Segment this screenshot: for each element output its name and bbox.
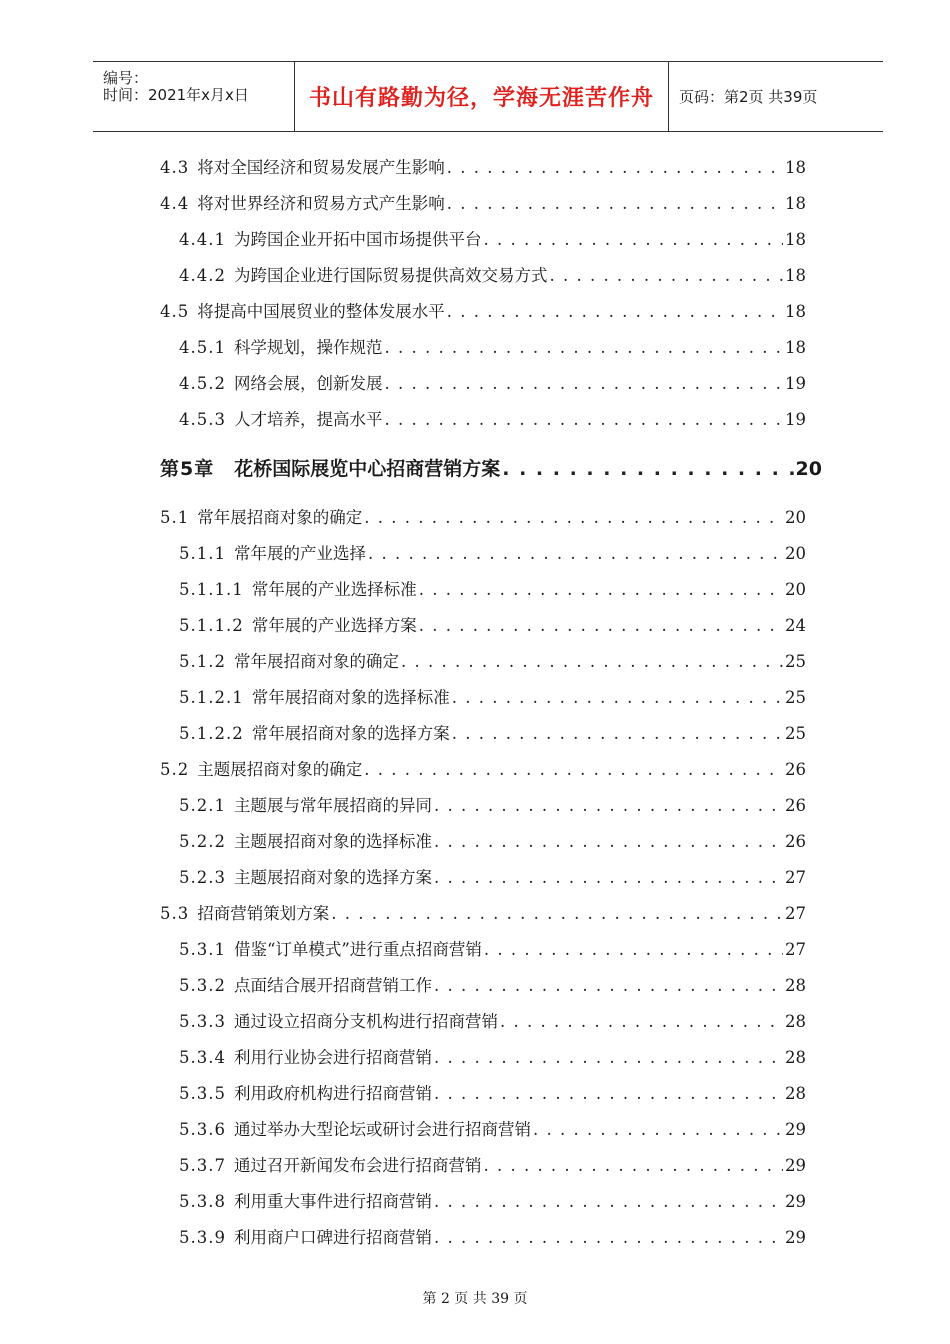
toc-entry[interactable] [179, 1008, 806, 1032]
toc-entry-title: 通过设立招商分支机构进行招商营销 [233, 1012, 498, 1031]
toc-entry-title: 借鉴“订单模式”进行重点招商营销 [233, 940, 482, 959]
toc-entry[interactable] [179, 262, 806, 286]
toc-entry-title: 利用行业协会进行招商营销 [233, 1048, 432, 1067]
toc-entry-page: 29 [785, 1120, 806, 1139]
toc-dot-leader [533, 1120, 783, 1139]
toc-entry-page: 27 [785, 904, 806, 923]
toc-entry-title: 常年展的产业选择方案 [251, 616, 417, 635]
toc-dot-leader [500, 1012, 783, 1031]
toc-entry-title: 为跨国企业开拓中国市场提供平台 [233, 230, 482, 249]
toc-entry-number: 4.4.2 [179, 266, 226, 285]
toc-entry-title: 常年展招商对象的确定 [197, 508, 363, 527]
toc-chapter-page: 20 [795, 458, 822, 480]
toc-entry-title: 利用重大事件进行招商营销 [233, 1192, 432, 1211]
toc-dot-leader [419, 580, 783, 599]
toc-entry[interactable] [179, 370, 806, 394]
toc-entry-number: 4.3 [160, 158, 190, 177]
toc-entry[interactable] [179, 1224, 806, 1248]
toc-entry-title: 将对全国经济和贸易发展产生影响 [197, 158, 445, 177]
toc-entry-title: 招商营销策划方案 [197, 904, 330, 923]
toc-entry-title: 科学规划，操作规范 [233, 338, 383, 357]
toc-entry-number: 5.2.1 [179, 796, 226, 815]
toc-dot-leader [484, 940, 783, 959]
toc-entry-number: 5.1.2 [179, 652, 226, 671]
toc-entry[interactable] [179, 576, 806, 600]
toc-entry-number: 5.3.1 [179, 940, 226, 959]
toc-entry-title: 利用商户口碑进行招商营销 [233, 1228, 432, 1247]
toc-dot-leader [452, 724, 783, 743]
toc-entry[interactable] [179, 1188, 806, 1212]
toc-entry-title: 常年展招商对象的确定 [233, 652, 399, 671]
toc-entry-page: 18 [785, 266, 806, 285]
header-page-info: 页码：第2页 共39页 [679, 88, 818, 106]
header-motto: 书山有路勤为径，学海无涯苦作舟 [308, 86, 654, 111]
toc-entry[interactable] [160, 190, 806, 214]
toc-dot-leader [401, 652, 783, 671]
toc-dot-leader [502, 458, 793, 480]
toc-entry-number: 5.3.6 [179, 1120, 226, 1139]
toc-entry-number: 5.1 [160, 508, 190, 527]
toc-entry-number: 5.3.2 [179, 976, 226, 995]
header-meta-cell [93, 62, 295, 131]
toc-entry-page: 25 [785, 688, 806, 707]
toc-entry-title: 主题展与常年展招商的异同 [233, 796, 432, 815]
toc-dot-leader [384, 374, 783, 393]
toc-entry-number: 4.5.1 [179, 338, 226, 357]
toc-entry[interactable] [179, 540, 806, 564]
header-page-cell [669, 62, 883, 131]
toc-entry[interactable] [179, 334, 806, 358]
toc-entry-page: 29 [785, 1228, 806, 1247]
toc-entry-number: 5.3.5 [179, 1084, 226, 1103]
toc-entry[interactable] [179, 792, 806, 816]
toc-entry-title: 常年展招商对象的选择标准 [251, 688, 450, 707]
toc-entry-number: 5.3.7 [179, 1156, 226, 1175]
toc-entry-title: 为跨国企业进行国际贸易提供高效交易方式 [233, 266, 548, 285]
toc-entry-page: 27 [785, 868, 806, 887]
toc-dot-leader [384, 410, 783, 429]
toc-entry[interactable] [179, 864, 806, 888]
toc-chapter-number: 第5章 [160, 458, 215, 480]
toc-dot-leader [364, 760, 783, 779]
toc-entry-title: 通过召开新闻发布会进行招商营销 [233, 1156, 482, 1175]
toc-dot-leader [419, 616, 783, 635]
page-footer: 第 2 页 共 39 页 [422, 1291, 528, 1307]
toc-entry-page: 20 [785, 544, 806, 563]
toc-entry[interactable] [160, 504, 806, 528]
toc-entry-page: 19 [785, 410, 806, 429]
toc-entry[interactable] [179, 612, 806, 636]
toc-dot-leader [549, 266, 783, 285]
toc-entry-title: 将对世界经济和贸易方式产生影响 [197, 194, 445, 213]
toc-dot-leader [434, 1084, 783, 1103]
toc-entry-number: 5.1.1.2 [179, 616, 244, 635]
toc-entry[interactable] [179, 1080, 806, 1104]
toc-dot-leader [434, 796, 783, 815]
page-header [93, 61, 883, 132]
toc-entry[interactable] [179, 972, 806, 996]
toc-entry[interactable] [179, 1044, 806, 1068]
toc-entry-page: 24 [785, 616, 806, 635]
toc-dot-leader [368, 544, 783, 563]
toc-entry-page: 29 [785, 1156, 806, 1175]
toc-entry-number: 4.4 [160, 194, 190, 213]
toc-entry[interactable] [179, 936, 806, 960]
toc-entry-page: 25 [785, 724, 806, 743]
toc-entry-page: 20 [785, 508, 806, 527]
toc-entry-title: 利用政府机构进行招商营销 [233, 1084, 432, 1103]
toc-entry-page: 25 [785, 652, 806, 671]
toc-entry-title: 主题展招商对象的选择方案 [233, 868, 432, 887]
toc-entry-page: 19 [785, 374, 806, 393]
toc-entry[interactable] [179, 226, 806, 250]
toc-entry-title: 常年展的产业选择标准 [251, 580, 417, 599]
toc-entry-title: 点面结合展开招商营销工作 [233, 976, 432, 995]
header-motto-cell [295, 62, 669, 131]
toc-entry[interactable] [160, 298, 806, 322]
toc-entry[interactable] [179, 720, 806, 744]
toc-entry-number: 4.4.1 [179, 230, 226, 249]
toc-chapter-title: 花桥国际展览中心招商营销方案 [234, 458, 501, 480]
toc-entry-page: 18 [785, 338, 806, 357]
toc-dot-leader [447, 302, 783, 321]
toc-entry-page: 18 [785, 230, 806, 249]
toc-entry-number: 5.1.1.1 [179, 580, 244, 599]
toc-entry-title: 人才培养，提高水平 [233, 410, 383, 429]
toc-entry-number: 4.5.3 [179, 410, 226, 429]
toc-entry-page: 28 [785, 1084, 806, 1103]
toc-entry-number: 5.3 [160, 904, 190, 923]
toc-entry-page: 28 [785, 976, 806, 995]
toc-dot-leader [331, 904, 783, 923]
document-time-label: 时间：2021年x月x日 [103, 86, 249, 104]
toc-dot-leader [364, 508, 783, 527]
toc-entry-number: 4.5 [160, 302, 190, 321]
toc-entry-page: 28 [785, 1048, 806, 1067]
toc-entry-page: 18 [785, 158, 806, 177]
toc-entry-page: 27 [785, 940, 806, 959]
toc-entry-page: 26 [785, 832, 806, 851]
toc-dot-leader [434, 868, 783, 887]
toc-dot-leader [483, 230, 783, 249]
toc-entry-page: 28 [785, 1012, 806, 1031]
toc-entry-number: 5.1.1 [179, 544, 226, 563]
toc-entry-page: 29 [785, 1192, 806, 1211]
toc-entry-number: 5.3.9 [179, 1228, 226, 1247]
toc-entry-title: 常年展的产业选择 [233, 544, 366, 563]
toc-chapter-entry[interactable] [160, 454, 822, 482]
toc-entry-number: 4.5.2 [179, 374, 226, 393]
toc-entry[interactable] [179, 828, 806, 852]
toc-entry[interactable] [160, 756, 806, 780]
document-number-label: 编号： [103, 69, 149, 87]
toc-entry-number: 5.2.3 [179, 868, 226, 887]
toc-entry-page: 18 [785, 194, 806, 213]
toc-dot-leader [434, 832, 783, 851]
toc-entry-page: 20 [785, 580, 806, 599]
toc-dot-leader [452, 688, 783, 707]
toc-entry-title: 将提高中国展贸业的整体发展水平 [197, 302, 445, 321]
toc-dot-leader [483, 1156, 783, 1175]
toc-entry-title: 主题展招商对象的确定 [197, 760, 363, 779]
toc-dot-leader [434, 1192, 783, 1211]
toc-entry[interactable] [179, 406, 806, 430]
toc-entry-page: 26 [785, 760, 806, 779]
toc-dot-leader [447, 158, 783, 177]
toc-entry-number: 5.3.4 [179, 1048, 226, 1067]
toc-entry-title: 通过举办大型论坛或研讨会进行招商营销 [233, 1120, 531, 1139]
toc-entry[interactable] [160, 900, 806, 924]
toc-dot-leader [434, 1228, 783, 1247]
toc-entry[interactable] [179, 1116, 806, 1140]
toc-entry-number: 5.3.8 [179, 1192, 226, 1211]
toc-dot-leader [434, 1048, 783, 1067]
toc-dot-leader [447, 194, 783, 213]
toc-entry[interactable] [179, 1152, 806, 1176]
toc-entry-number: 5.1.2.1 [179, 688, 244, 707]
toc-entry-number: 5.3.3 [179, 1012, 226, 1031]
toc-dot-leader [384, 338, 783, 357]
toc-dot-leader [434, 976, 783, 995]
toc-entry-page: 18 [785, 302, 806, 321]
toc-entry-title: 网络会展，创新发展 [233, 374, 383, 393]
toc-entry-number: 5.2 [160, 760, 190, 779]
toc-entry-title: 主题展招商对象的选择标准 [233, 832, 432, 851]
toc-entry-number: 5.2.2 [179, 832, 226, 851]
toc-entry[interactable] [160, 154, 806, 178]
toc-entry[interactable] [179, 648, 806, 672]
toc-entry-title: 常年展招商对象的选择方案 [251, 724, 450, 743]
toc-entry-page: 26 [785, 796, 806, 815]
toc-entry-number: 5.1.2.2 [179, 724, 244, 743]
toc-entry[interactable] [179, 684, 806, 708]
